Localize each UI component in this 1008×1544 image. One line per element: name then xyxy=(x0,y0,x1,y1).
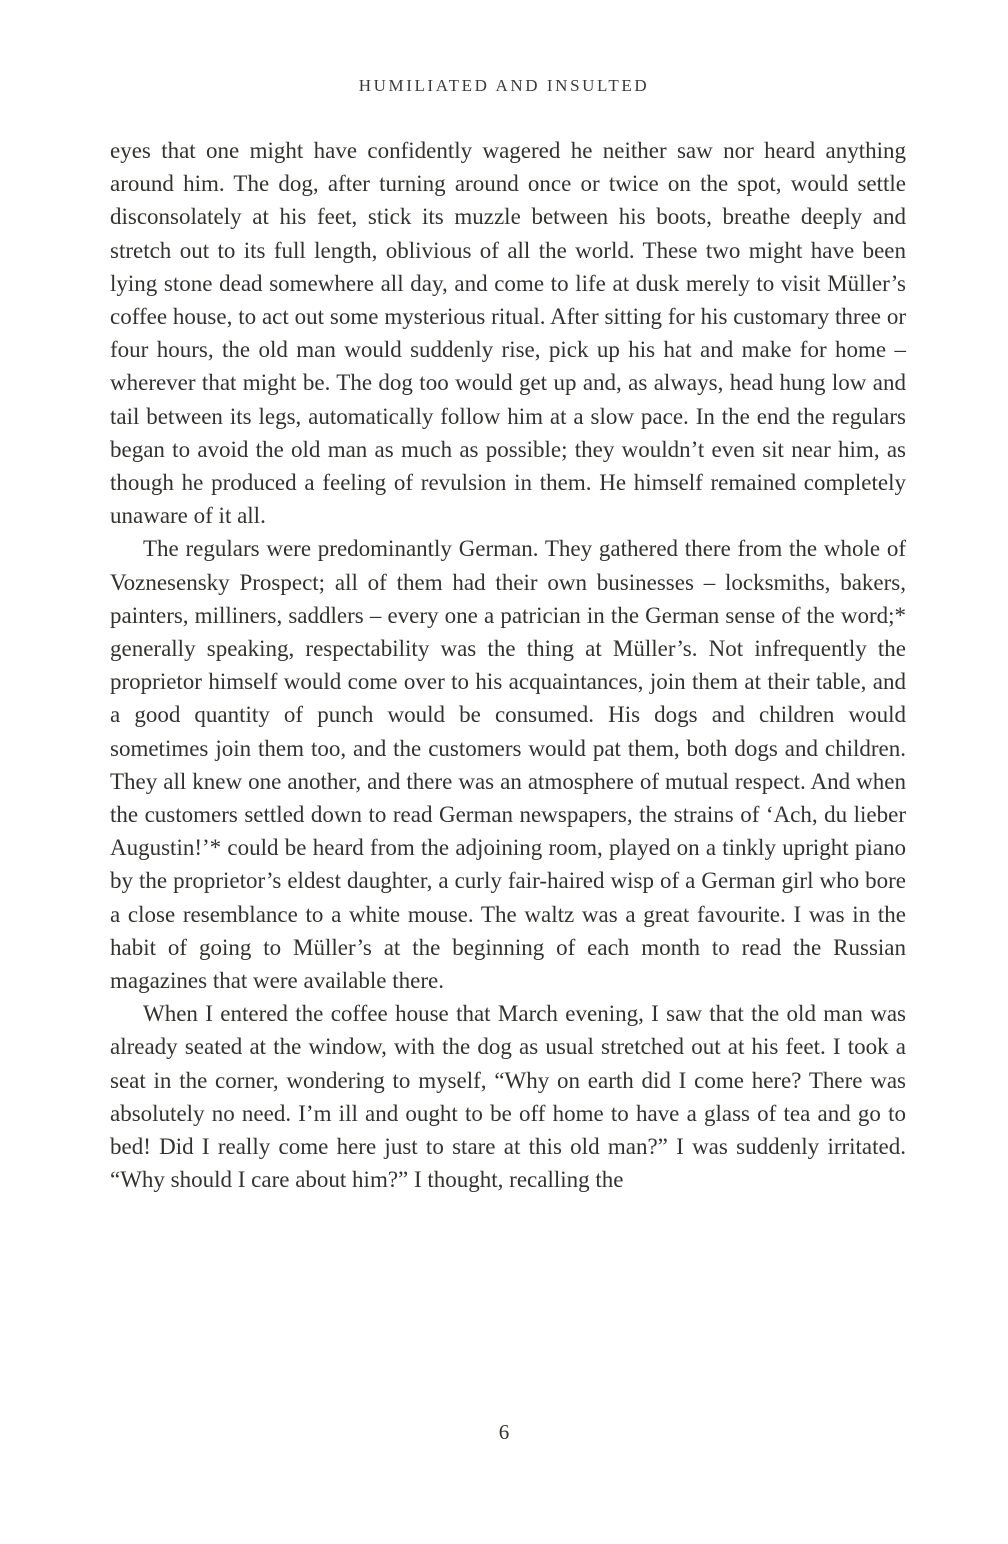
body-text xyxy=(110,134,906,1197)
paragraph-2: The regulars were predominantly German. They gathered there from the whole of Voznesensky Prospect; all of them had their own businesses – locksmiths, bakers, painters, milliners, saddlers – every one a patrician in the German sense of the word;* generally speaking, respectability was the thing at Müller’s. Not infrequently the proprietor himself would come over to his acquaintances, join them at their table, and a good quantity of punch would be consumed. His dogs and children would sometimes join them too, and the customers would pat them, both dogs and children. They all knew one another, and there was an atmosphere of mutual respect. And when the customers settled down to read German newspapers, the strains of ‘Ach, du lieber Augustin!’* could be heard from the adjoining room, played on a tinkly upright piano by the proprietor’s eldest daughter, a curly fair-haired wisp of a German girl who bore a close resemblance to a white mouse. The waltz was a great favourite. I was in the habit of going to Müller’s at the beginning of each month to read the Russian magazines that were available there. xyxy=(110,536,906,994)
paragraph-3: When I entered the coffee house that March evening, I saw that the old man was already seated at the window, with the dog as usual stretched out at his feet. I took a seat in the corner, wondering to myself, “Why on earth did I come here? There was absolutely no need. I’m ill and ought to be off home to have a glass of tea and go to bed! Did I really come here just to stare at this old man?” I was suddenly irritated. “Why should I care about him?” I thought, recalling the xyxy=(110,1001,906,1193)
running-header: HUMILIATED AND INSULTED xyxy=(358,76,650,95)
paragraph-1: eyes that one might have confidently wagered he neither saw nor heard anything around him. The dog, after turning around once or twice on the spot, would settle disconsolately at his feet, stick its muzzle between his boots, breathe deeply and stretch out to its full length, oblivious of all the world. These two might have been lying stone dead somewhere all day, and come to life at dusk merely to visit Müller’s coffee house, to act out some mysterious ritual. After sitting for his customary three or four hours, the old man would suddenly rise, pick up his hat and make for home – wherever that might be. The dog too would get up and, as always, head hung low and tail between its legs, automatically follow him at a slow pace. In the end the regulars began to avoid the old man as much as possible; they wouldn’t even sit near him, as though he produced a feeling of revulsion in them. He himself remained completely unaware of it all. xyxy=(110,138,906,529)
page-number: 6 xyxy=(498,1420,510,1444)
